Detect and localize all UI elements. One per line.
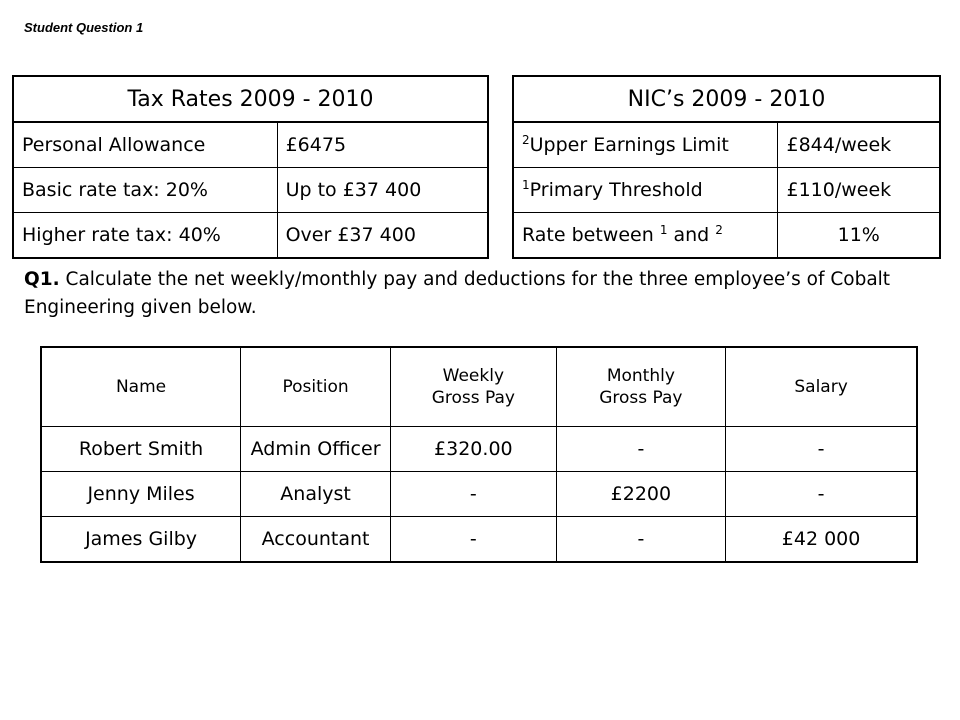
tax-rates-table [12, 75, 489, 259]
question-number: Q1. [24, 269, 60, 290]
tax-cell: Up to £37 400 [277, 168, 488, 213]
table-header-row [41, 347, 917, 427]
employee-weekly-pay: £320.00 [391, 427, 557, 472]
nic-value-cell: 11% [778, 213, 940, 259]
question-body: Calculate the net weekly/monthly pay and deductions for the three employee’s of Cobalt Engineering given below. [24, 269, 891, 318]
nic-label-cell [513, 122, 778, 168]
employee-name: Robert Smith [41, 427, 241, 472]
header-line: Monthly [606, 366, 675, 386]
header-line: Gross Pay [599, 388, 683, 408]
header-line: Salary [794, 377, 848, 397]
tax-rates-title: Tax Rates 2009 - 2010 [13, 76, 488, 122]
employee-name: James Gilby [41, 517, 241, 563]
nic-label-cell [513, 168, 778, 213]
column-header-salary [726, 347, 917, 427]
column-header-position [241, 347, 391, 427]
superscript-marker: 1 [659, 223, 668, 237]
header-line: Gross Pay [431, 388, 515, 408]
employee-weekly-pay: - [391, 517, 557, 563]
nic-label-cell [513, 213, 778, 259]
superscript-marker: 2 [715, 223, 723, 237]
nic-value-cell: £110/week [778, 168, 940, 213]
header-line: Name [115, 377, 167, 397]
nic-label-pre: Rate between [522, 224, 660, 246]
nic-label: Upper Earnings Limit [529, 134, 729, 156]
employee-monthly-pay: £2200 [556, 472, 726, 517]
column-header-weekly-gross-pay [391, 347, 557, 427]
employee-salary: - [726, 472, 917, 517]
tax-cell: £6475 [277, 122, 488, 168]
tax-cell: Higher rate tax: 40% [13, 213, 277, 259]
table-row [41, 472, 917, 517]
employee-salary: £42 000 [726, 517, 917, 563]
table-row [41, 427, 917, 472]
question-text [24, 266, 924, 322]
page-header-label: Student Question 1 [24, 20, 144, 35]
table-row [13, 168, 488, 213]
table-row [41, 517, 917, 563]
superscript-marker: 1 [522, 178, 530, 192]
table-row [13, 213, 488, 259]
tax-cell: Personal Allowance [13, 122, 277, 168]
employee-table [40, 346, 918, 563]
employee-name: Jenny Miles [41, 472, 241, 517]
nic-label-mid: and [667, 224, 716, 246]
employee-salary: - [726, 427, 917, 472]
nic-table [512, 75, 941, 259]
nic-title: NIC’s 2009 - 2010 [513, 76, 940, 122]
tax-cell: Basic rate tax: 20% [13, 168, 277, 213]
header-line: Position [282, 377, 349, 397]
table-row [13, 122, 488, 168]
employee-monthly-pay: - [556, 517, 726, 563]
employee-weekly-pay: - [391, 472, 557, 517]
superscript-marker: 2 [522, 133, 530, 147]
table-row [513, 213, 940, 259]
employee-position: Analyst [241, 472, 391, 517]
tax-cell: Over £37 400 [277, 213, 488, 259]
column-header-name [41, 347, 241, 427]
table-row [513, 122, 940, 168]
header-line: Weekly [442, 366, 505, 386]
employee-position: Admin Officer [241, 427, 391, 472]
employee-position: Accountant [241, 517, 391, 563]
nic-value-cell: £844/week [778, 122, 940, 168]
table-row [513, 168, 940, 213]
nic-label: Primary Threshold [529, 179, 703, 201]
employee-monthly-pay: - [556, 427, 726, 472]
column-header-monthly-gross-pay [556, 347, 726, 427]
